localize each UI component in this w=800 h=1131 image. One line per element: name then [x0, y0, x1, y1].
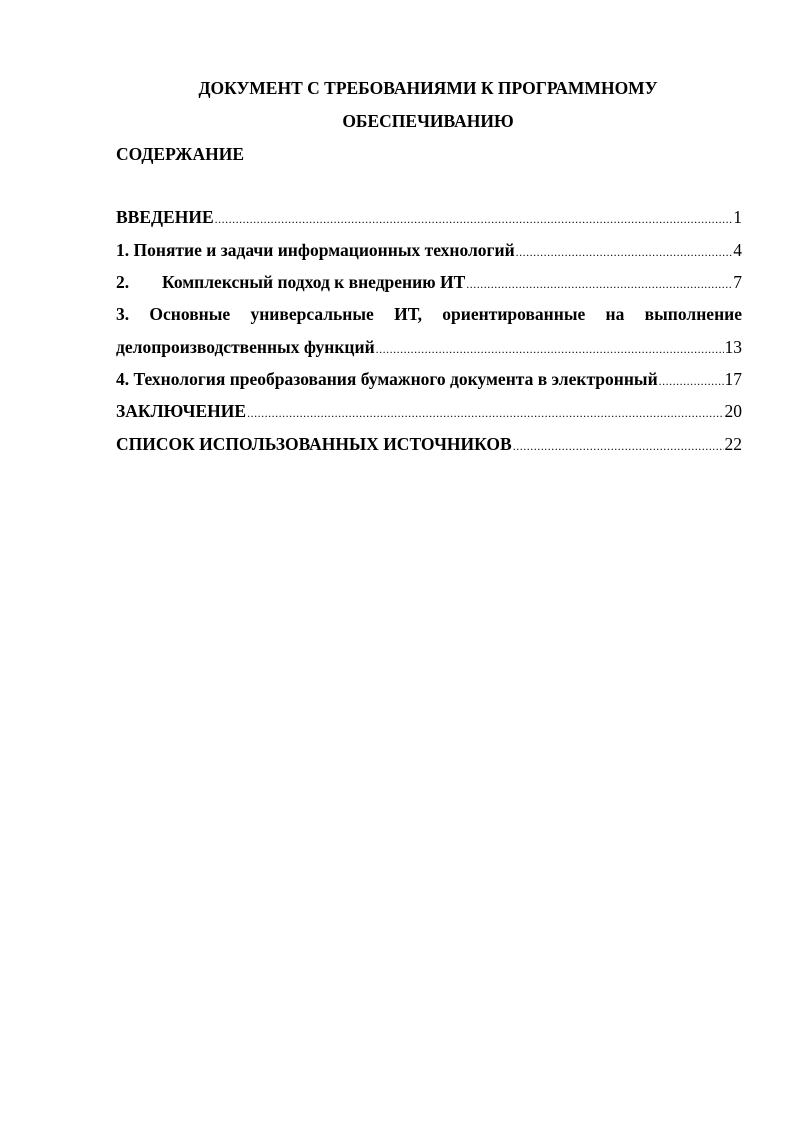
- toc-entry-introduction[interactable]: [116, 206, 742, 228]
- document-title-line-2: ОБЕСПЕЧИВАНИЮ: [342, 111, 514, 131]
- toc-dot-leader: [659, 370, 724, 392]
- toc-entry-label: ЗАКЛЮЧЕНИЕ: [116, 401, 247, 421]
- toc-entry-page: 4: [733, 240, 742, 260]
- toc-entry-conclusion[interactable]: [116, 400, 742, 422]
- toc-entry-page: 1: [733, 207, 742, 227]
- toc-entry-number: 2.: [116, 272, 130, 292]
- toc-entry-section-2[interactable]: [116, 271, 742, 293]
- toc-entry-label-wrap: [116, 271, 465, 293]
- toc-entry-references[interactable]: [116, 433, 742, 455]
- toc-dot-leader: [516, 241, 733, 263]
- toc-entry-section-1[interactable]: [116, 239, 742, 261]
- toc-dot-leader: [247, 402, 723, 424]
- toc-entry-label: делопроизводственных функций: [116, 337, 375, 357]
- toc-dot-leader: [376, 338, 724, 360]
- toc-entry-page: 17: [724, 369, 742, 389]
- toc-dot-leader: [466, 273, 732, 295]
- toc-entry-section-4[interactable]: [116, 368, 742, 390]
- toc-entry-section-3-line-1[interactable]: 3. Основные универсальные ИТ, ориентированные на выполнение: [116, 304, 742, 324]
- toc-heading: СОДЕРЖАНИЕ: [116, 144, 245, 164]
- toc-entry-page: 22: [724, 434, 742, 454]
- toc-dot-leader: [513, 435, 724, 457]
- toc-entry-label: 1. Понятие и задачи информационных технологий: [116, 240, 515, 260]
- toc-entry-label: 4. Технология преобразования бумажного документа в электронный: [116, 369, 658, 389]
- toc-entry-label: Комплексный подход к внедрению ИТ: [162, 272, 466, 292]
- toc-entry-page: 13: [724, 337, 742, 357]
- toc-entry-label: СПИСОК ИСПОЛЬЗОВАННЫХ ИСТОЧНИКОВ: [116, 434, 512, 454]
- toc-entry-page: 20: [724, 401, 742, 421]
- toc-dot-leader: [215, 208, 733, 230]
- toc-entry-page: 7: [733, 272, 742, 292]
- toc-entry-section-3-line-2[interactable]: [116, 336, 742, 358]
- toc-entry-label: ВВЕДЕНИЕ: [116, 207, 214, 227]
- document-title-line-1: ДОКУМЕНТ С ТРЕБОВАНИЯМИ К ПРОГРАММНОМУ: [198, 78, 658, 98]
